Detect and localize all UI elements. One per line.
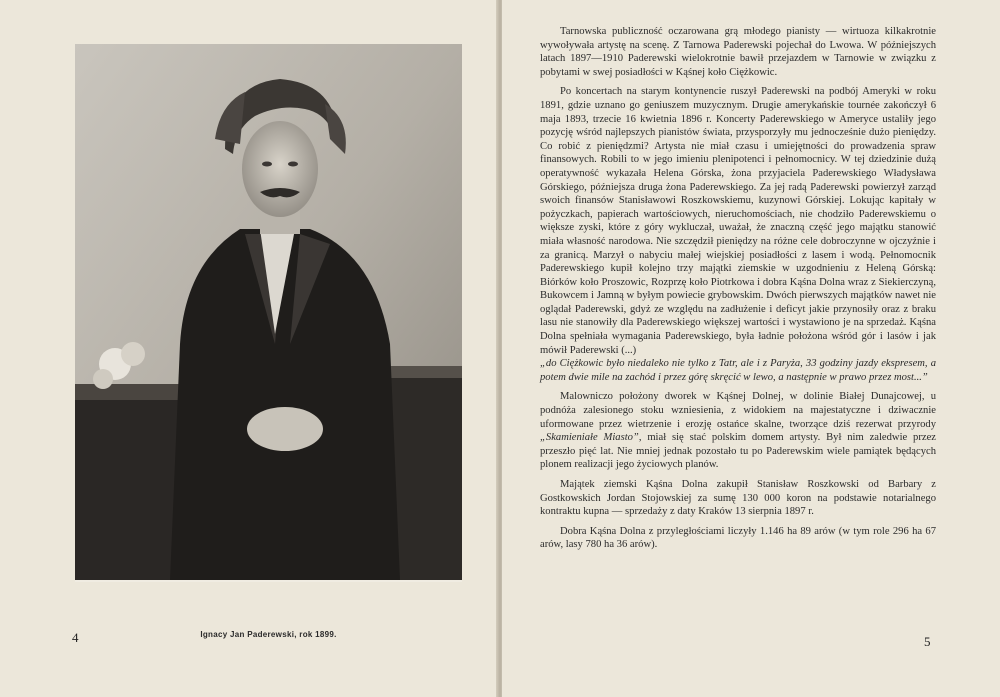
left-page — [0, 0, 498, 697]
body-text — [540, 25, 936, 558]
paragraph-3-tail: , miał się stać polskim domem artysty. Był nim zaledwie przez przeszło pięć lat. Nie mniej jednak pozostało tu po Paderewskim wiele pamiątek będących plonem realizacji jego życiowych planów. — [540, 432, 936, 471]
paragraph-4: Majątek ziemski Kąśna Dolna zakupił Stanisław Roszkowski od Barbary z Gostkowskich Jordan Stojowskiej za sumę 130 000 koron na podstawie notarialnego kontraktu kupna — sprzedaży z daty Kraków 13 sierpnia 1897 r. — [540, 479, 936, 518]
paragraph-2: Po koncertach na starym kontynencie ruszył Paderewski na podbój Ameryki w roku 1891, gdzie uznano go geniuszem muzycznym. Drugie amerykańskie tournée zakończył 6 maja 1893, trzecie 16 kwietnia 1896 r. Koncerty Paderewskiego w Ameryce ustaliły jego pozycję wśród najlepszych pianistów świata, przysporzyły mu jednocześnie dużo pieniędzy. Co robić z pieniędzmi? Artysta nie miał czasu i umiejętności do prowadzenia spraw finansowych. Robili to w jego imieniu plenipotenci i pełnomocnicy. W tej dziedzinie dużą operatywność wykazała Helena Górska, żona przyjaciela Paderewskiego Władysława Górskiego, późniejsza druga żona Paderewskiego. Za jej radą Paderewski powierzył zarząd swoich finansów Stanisławowi Roszkowskiemu, kuzynowi Górskiej. Lokując kapitały w pożyczkach, papierach wartościowych, nieruchomościach, nie chodziło Paderewskiemu o większe zyski, które z góry wykluczał, uważał, że znaczną część jego majątku stanowić miała własność narodowa. Nie szczędził pieniędzy na różne cele dobroczynne w ojczyźnie i za granicą. Marzył o nabyciu małej wiejskiej posiadłości z lasem i wodą. Pełnomocnik Paderewskiego kupił kolejno trzy majątki ziemskie w uzgodnieniu z Heleną Górską: Biórków koło Proszowic, Rozprzę koło Piotrkowa i dobra Kąśna Dolna wraz z Siekierczyną, Bukowcem i Jamną w byłym powiecie grybowskim. Dwóch pierwszych majątków nawet nie oglądał Paderewski, gdyż ze względu na zadłużenie i deficyt jakie przynosiły oraz z braku lasu nie stanowiły dla Paderewskiego większej wartości i wystawiono je na sprzedaż. Kąśna Dolna spełniała wymagania Paderewskiego, była ładnie położona wśród gór i lasów i jak mówił Paderewski (...) — [540, 86, 936, 356]
paragraph-1: Tarnowska publiczność oczarowana grą młodego pianisty — wirtuoza kilkakrotnie wywoływała artystę na scenę. Z Tarnowa Paderewski pojechał do Lwowa. W późniejszych latach 1897—1910 Paderewski wielokrotnie bawił przejazdem w Tarnowie w związku z pobytami w swej posiadłości w Kąśnej koło Ciężkowic. — [540, 26, 936, 78]
page-number-left: 4 — [72, 630, 79, 645]
portrait-photo — [75, 44, 462, 580]
portrait-photo-frame — [75, 44, 462, 639]
page-number-right: 5 — [924, 634, 931, 649]
reserve-name: „Skamieniałe Miasto” — [540, 432, 639, 444]
photo-caption: Ignacy Jan Paderewski, rok 1899. — [200, 630, 337, 639]
paragraph-3-text: Malowniczo położony dworek w Kąśnej Dolnej, w dolinie Białej Dunajcowej, u podnóża zalesionego stoku wzniesienia, z widokiem na majestatyczne i dziwacznie uformowane przez wietrzenie i erozję ostańce skalne, tworzące dziś rezerwat przyrody — [540, 391, 936, 430]
paragraph-3 — [540, 390, 936, 472]
quote — [540, 357, 936, 384]
paragraph-5: Dobra Kąśna Dolna z przyległościami liczyły 1.146 ha 89 arów (w tym role 296 ha 67 arów, lasy 780 ha 36 arów). — [540, 525, 936, 551]
quote-text: „do Ciężkowic było niedaleko nie tylko z Tatr, ale i z Paryża, 33 godziny jazdy ekspresem, a potem dwie mile na zachód i przez górę skręcić w lewo, a następnie w prawo przez most...” — [540, 358, 936, 383]
